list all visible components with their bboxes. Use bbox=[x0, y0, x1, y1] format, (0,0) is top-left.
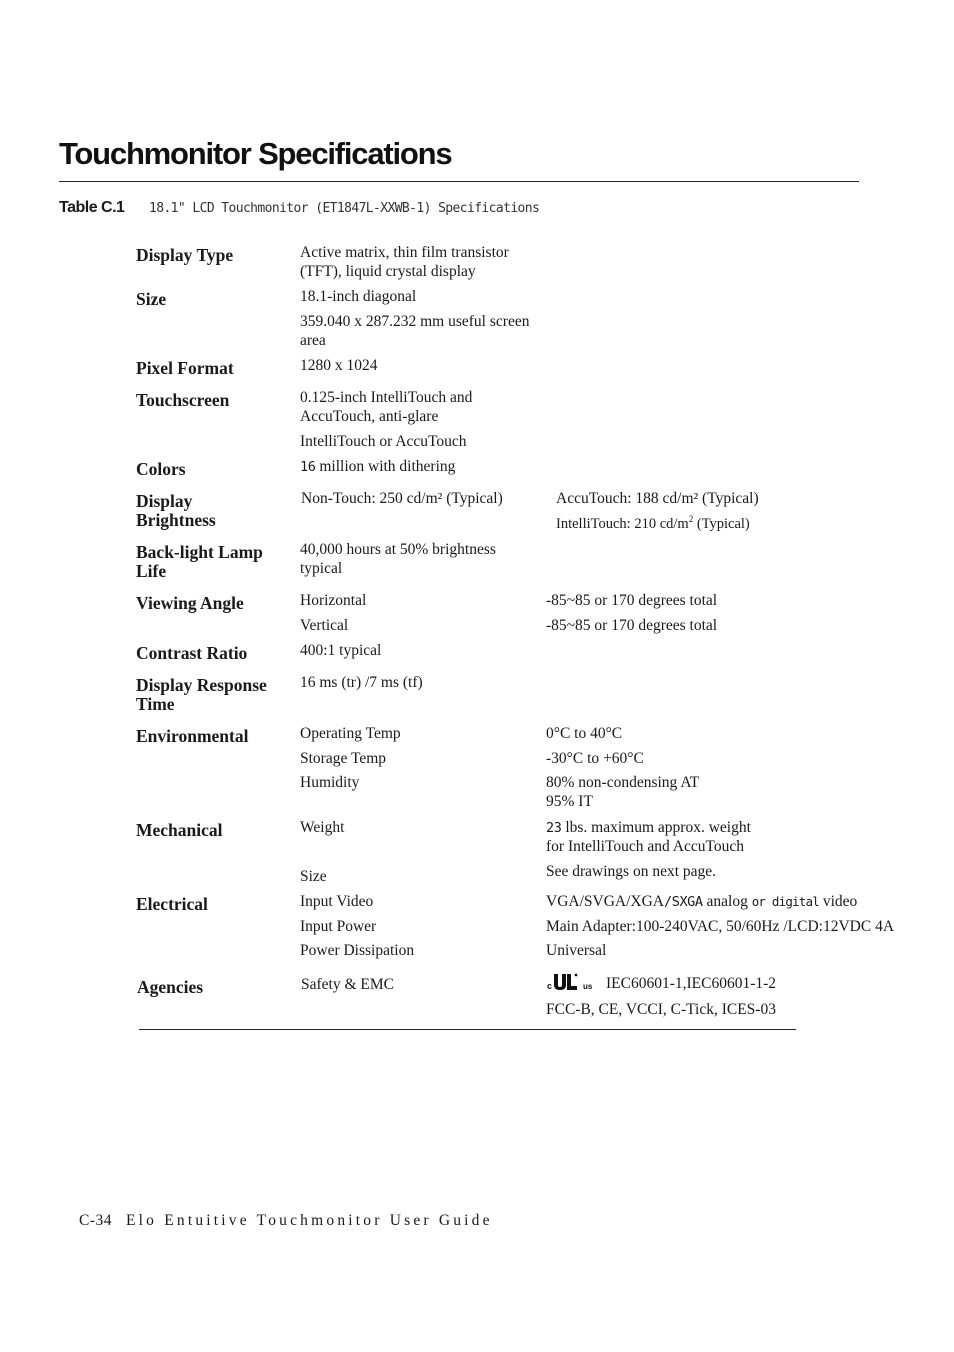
colors-number: 16 bbox=[300, 459, 316, 475]
lamp-life-value-line1: 40,000 hours at 50% brightness bbox=[300, 541, 496, 558]
agencies-iec-value: IEC60601-1,IEC60601-1-2 bbox=[606, 975, 777, 992]
page-number: C-34 bbox=[79, 1212, 112, 1229]
video-standards: VGA/SVGA/XGA bbox=[546, 893, 664, 910]
row-label-lamp-life-line2: Life bbox=[136, 561, 167, 581]
electrical-power-dissipation-label: Power Dissipation bbox=[300, 942, 415, 959]
colors-text: million with dithering bbox=[315, 458, 456, 475]
touchscreen-value-line1: 0.125-inch IntelliTouch and bbox=[300, 389, 473, 406]
video-suffix: video bbox=[818, 893, 858, 910]
brightness-accutouch: AccuTouch: 188 cd/m² (Typical) bbox=[556, 490, 759, 507]
mechanical-weight-value-line2: for IntelliTouch and AccuTouch bbox=[546, 838, 744, 855]
touchscreen-value-line2: AccuTouch, anti-glare bbox=[300, 408, 439, 425]
mechanical-weight-value-line1 bbox=[546, 818, 751, 838]
row-label-brightness-line2: Brightness bbox=[136, 510, 216, 530]
lamp-life-value-line2: typical bbox=[300, 560, 343, 577]
row-label-response-line2: Time bbox=[136, 694, 175, 714]
environmental-humidity-value-line1: 80% non-condensing AT bbox=[546, 774, 700, 791]
table-bottom-divider bbox=[139, 1029, 796, 1030]
electrical-power-dissipation-value: Universal bbox=[546, 942, 607, 959]
environmental-operating-value: 0°C to 40°C bbox=[546, 725, 623, 742]
row-label-lamp-life-line1: Back-light Lamp bbox=[136, 542, 263, 562]
brightness-intellitouch-typical: (Typical) bbox=[693, 515, 750, 532]
footer-title: Elo Entuitive Touchmonitor User Guide bbox=[126, 1212, 493, 1229]
row-label-viewing-angle: Viewing Angle bbox=[136, 593, 244, 613]
table-caption-text: 18.1" LCD Touchmonitor (ET1847L-XXWB-1) Specifications bbox=[149, 201, 540, 216]
row-label-contrast: Contrast Ratio bbox=[136, 643, 248, 663]
svg-text:us: us bbox=[583, 982, 593, 991]
viewing-angle-horizontal-value: -85~85 or 170 degrees total bbox=[546, 592, 718, 609]
viewing-angle-horizontal-label: Horizontal bbox=[300, 592, 367, 609]
contrast-value: 400:1 typical bbox=[300, 642, 382, 659]
display-type-value-line2: (TFT), liquid crystal display bbox=[300, 263, 476, 280]
table-caption-label: Table C.1 bbox=[59, 199, 125, 216]
viewing-angle-vertical-label: Vertical bbox=[300, 617, 349, 634]
agencies-emc-value: FCC-B, CE, VCCI, C-Tick, ICES-03 bbox=[546, 1001, 776, 1018]
row-label-touchscreen: Touchscreen bbox=[136, 390, 230, 410]
environmental-humidity-label: Humidity bbox=[300, 774, 360, 791]
pixel-format-value: 1280 x 1024 bbox=[300, 357, 378, 374]
row-label-display-type: Display Type bbox=[136, 245, 234, 265]
environmental-humidity-value-line2: 95% IT bbox=[546, 793, 593, 810]
row-label-size: Size bbox=[136, 289, 167, 309]
row-label-response-line1: Display Response bbox=[136, 675, 267, 695]
mechanical-weight-label: Weight bbox=[300, 819, 345, 836]
ul-certification-icon bbox=[546, 972, 598, 992]
row-label-environmental: Environmental bbox=[136, 726, 249, 746]
electrical-input-video-value bbox=[546, 892, 857, 912]
brightness-intellitouch-value: IntelliTouch: 210 cd/m bbox=[556, 515, 689, 532]
mechanical-size-value: See drawings on next page. bbox=[546, 863, 717, 880]
electrical-input-video-label: Input Video bbox=[300, 893, 374, 910]
title-divider bbox=[59, 181, 859, 182]
row-label-pixel-format: Pixel Format bbox=[136, 358, 234, 378]
svg-text:c: c bbox=[547, 981, 553, 991]
brightness-intellitouch-superscript: 2 bbox=[688, 514, 694, 524]
row-label-colors: Colors bbox=[136, 459, 186, 479]
video-sxga: /SXGA bbox=[663, 894, 703, 910]
page-title: Touchmonitor Specifications bbox=[59, 136, 452, 171]
brightness-intellitouch bbox=[556, 510, 750, 534]
mechanical-weight-text: lbs. maximum approx. weight bbox=[561, 819, 751, 836]
mechanical-size-label: Size bbox=[300, 868, 327, 885]
row-label-agencies: Agencies bbox=[137, 977, 204, 997]
brightness-non-touch: Non-Touch: 250 cd/m² (Typical) bbox=[301, 490, 503, 507]
mechanical-weight-number: 23 bbox=[546, 820, 562, 836]
environmental-storage-label: Storage Temp bbox=[300, 750, 387, 767]
environmental-storage-value: -30°C to +60°C bbox=[546, 750, 644, 767]
size-diagonal-value: 18.1-inch diagonal bbox=[300, 288, 417, 305]
environmental-operating-label: Operating Temp bbox=[300, 725, 401, 742]
colors-value bbox=[300, 457, 455, 477]
display-type-value-line1: Active matrix, thin film transistor bbox=[300, 244, 509, 261]
video-analog: analog bbox=[702, 893, 752, 910]
row-label-electrical: Electrical bbox=[136, 894, 208, 914]
size-useful-area-line1: 359.040 x 287.232 mm useful screen bbox=[300, 313, 530, 330]
agencies-safety-label: Safety & EMC bbox=[301, 976, 394, 993]
electrical-input-power-value: Main Adapter:100-240VAC, 50/60Hz /LCD:12VDC 4A bbox=[546, 918, 895, 935]
row-label-brightness-line1: Display bbox=[136, 491, 193, 511]
size-useful-area-line2: area bbox=[300, 332, 326, 349]
video-digital: or digital bbox=[751, 894, 819, 909]
page-footer bbox=[79, 1212, 493, 1230]
viewing-angle-vertical-value: -85~85 or 170 degrees total bbox=[546, 617, 718, 634]
electrical-input-power-label: Input Power bbox=[300, 918, 377, 935]
response-value: 16 ms (tr) /7 ms (tf) bbox=[300, 674, 423, 691]
row-label-mechanical: Mechanical bbox=[136, 820, 223, 840]
touchscreen-type-value: IntelliTouch or AccuTouch bbox=[300, 433, 467, 450]
